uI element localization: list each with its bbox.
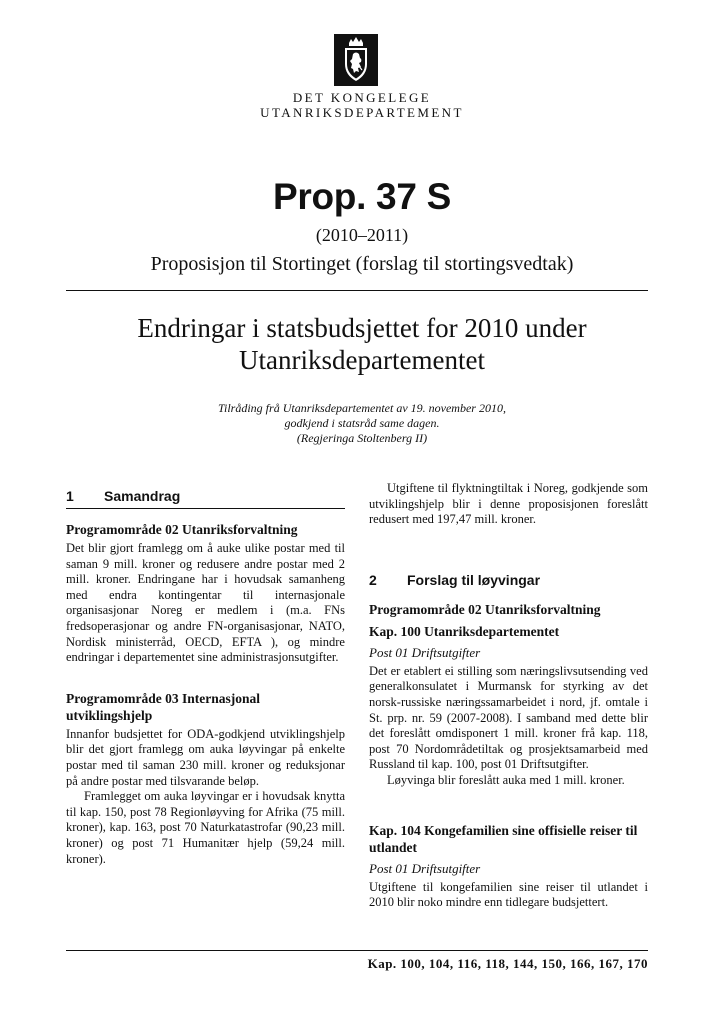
section-1-title: Samandrag xyxy=(104,488,181,504)
section-2-number: 2 xyxy=(369,571,377,588)
section-2-title: Forslag til løyvingar xyxy=(407,571,541,588)
kap100-text2: Løyvinga blir foreslått auka med 1 mill. kroner. xyxy=(387,772,625,787)
proposition-type: Proposisjon til Stortinget (forslag til stortingsvedtak) xyxy=(150,253,574,275)
left-prog03-text2: Framlegget om auka løyvingar er i hovudsak knytta til kap. 150, post 78 Regionløyving for Afrika (75 mill. kroner), kap. 163, post 70 Naturkatastrofar (90,23 mill. kroner) og post 71 Humanitær hjelp (59,24 mill. kroner). xyxy=(66,789,345,866)
right-prog02-heading: Programområde 02 Utanriksforvaltning xyxy=(369,601,601,617)
document-title xyxy=(0,312,724,376)
left-prog03-text1: Innanfor budsjettet for ODA-godkjend utviklingshjelp blir det gjort framlegg om auka løyvingar på enkelte postar med til saman 230 mill. kroner og reduksjonar på andre postar med tilsvarande beløp. xyxy=(66,726,345,788)
kap104-text: Utgiftene til kongefamilien sine reiser til utlandet i 2010 blir noko mindre enn tidlegare budsjettert. xyxy=(369,879,648,910)
ministry-name-line2: UTANRIKSDEPARTEMENT xyxy=(260,105,464,120)
left-prog03-heading: Programområde 03 Internasjonal utviklingshjelp xyxy=(66,690,260,723)
coat-of-arms-icon xyxy=(334,34,378,86)
section-1-number: 1 xyxy=(66,488,74,504)
proposition-title: Prop. 37 S xyxy=(273,176,451,217)
section-1-heading xyxy=(66,487,345,505)
section-2-heading xyxy=(369,571,648,589)
left-prog02-heading: Programområde 02 Utanriksforvaltning xyxy=(66,522,298,537)
ministry-name-line1: DET KONGELEGE xyxy=(292,90,432,105)
document-title-line1: Endringar i statsbudsjettet for 2010 under xyxy=(137,313,587,343)
footer-chapters: Kap. 100, 104, 116, 118, 144, 150, 166, 167, 170 xyxy=(367,956,648,971)
recommendation-line2: godkjend i statsråd same dagen. xyxy=(284,416,440,430)
left-column xyxy=(66,487,345,867)
right-intro-text: Utgiftene til flyktningtiltak i Noreg, godkjende som utviklingshjelp blir i denne proposisjonen foreslått redusert med 197,47 mill. kroner. xyxy=(369,481,648,527)
left-prog02-text: Det blir gjort framlegg om å auke ulike postar med til saman 9 mill. kroner og redusere andre postar med 2 mill. kroner. Endringane har i hovudsak samanheng med endra kontingentar til internasjonale organisasjonar Noreg er medlem i (m.a. FNs fredsoperasjonar og andre FN-organisasjonar, NATO, Nordisk ministerråd, OECD, EFTA ), og mindre endringar i departementet sine administrasjonsutgifter. xyxy=(66,541,345,665)
kap100-post: Post 01 Driftsutgifter xyxy=(369,644,481,660)
proposition-years: (2010–2011) xyxy=(315,225,409,245)
kap104-post: Post 01 Driftsutgifter xyxy=(369,860,481,876)
kap100-text1: Det er etablert ei stilling som næringslivsutsending ved generalkonsulatet i Murmansk for styrking av det norsk-russiske næringssamarbeidet i nord, jf. omtale i St. prp. nr. 59 (2007-2008). I samband med dette blir det foreslått omdisponert 1 mill. kroner frå kap. 118, post 70 Nordområdetiltak og prosjektsamarbeid med Russland til kap. 100, post 01 Driftsutgifter. xyxy=(369,663,648,772)
recommendation-line3: (Regjeringa Stoltenberg II) xyxy=(296,431,428,445)
footer-divider xyxy=(66,950,648,951)
right-column xyxy=(369,481,648,911)
recommendation-note xyxy=(0,401,724,446)
section-1-rule xyxy=(66,508,345,509)
document-title-line2: Utanriksdepartementet xyxy=(239,345,485,375)
kap100-heading: Kap. 100 Utanriksdepartementet xyxy=(369,623,560,639)
header-divider xyxy=(66,290,648,291)
recommendation-line1: Tilråding frå Utanriksdepartementet av 19. november 2010, xyxy=(218,401,506,415)
kap104-heading: Kap. 104 Kongefamilien sine offisielle reiser til utlandet xyxy=(369,822,638,855)
